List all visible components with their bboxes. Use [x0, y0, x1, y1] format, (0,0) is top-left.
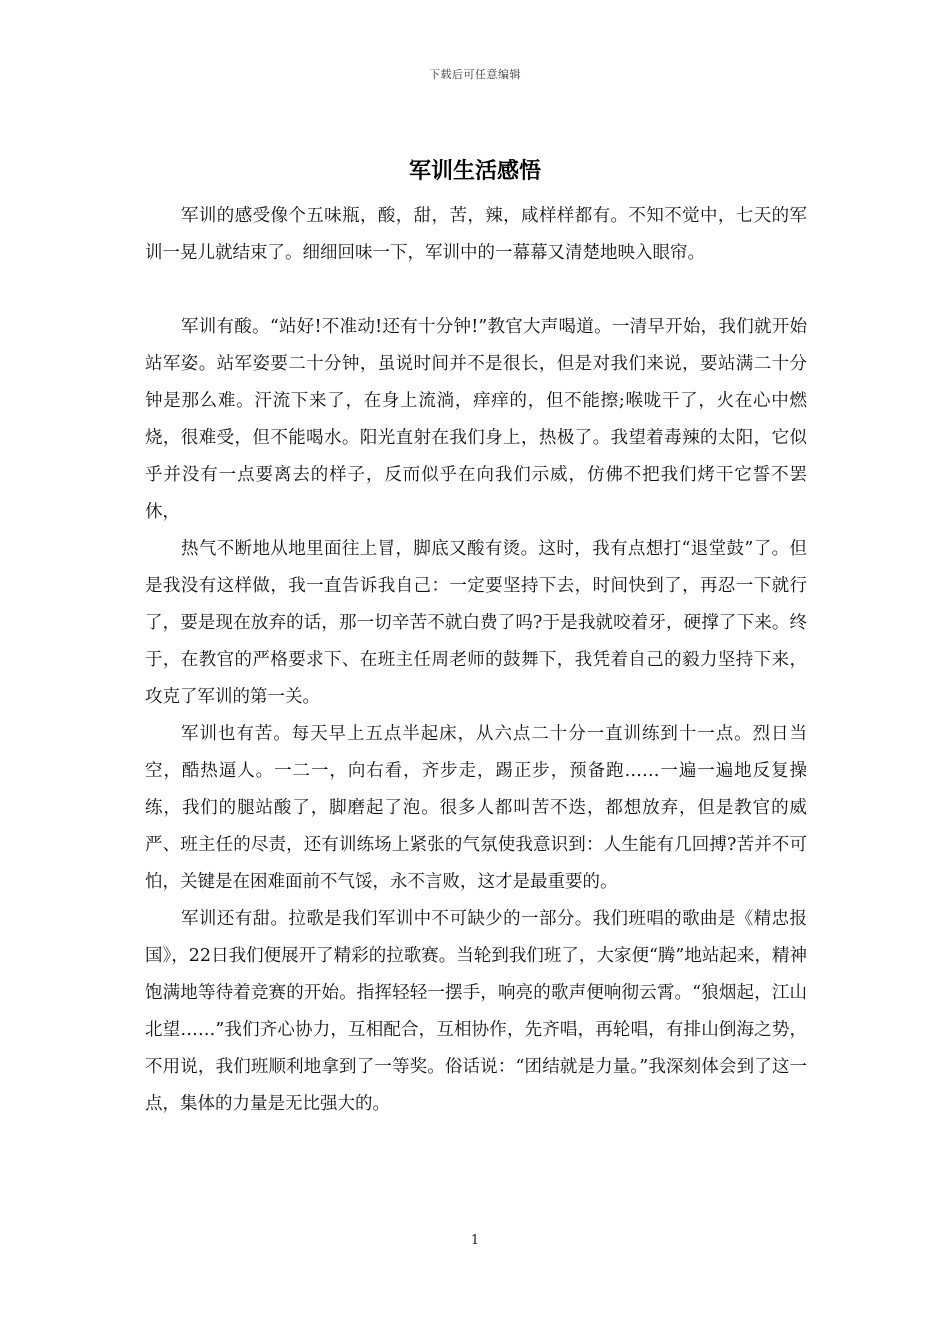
paragraph-bitter: 军训也有苦。每天早上五点半起床，从六点二十分一直训练到十一点。烈日当空，酷热逼人。一二一，向右看，齐步走，踢正步，预备跑……一遍一遍地反复操练，我们的腿站酸了，脚磨起了泡。很多人都叫苦不迭，都想放弃，但是教官的威严、班主任的尽责，还有训练场上紧张的气氛使我意识到：人生能有几回搏?苦并不可怕，关键是在困难面前不气馁，永不言败，这才是最重要的。	[145, 724, 807, 892]
page-header-note: 下载后可任意编辑	[429, 68, 521, 81]
paragraph-sweet: 军训还有甜。拉歌是我们军训中不可缺少的一部分。我们班唱的歌曲是《精忠报国》，22日我们便展开了精彩的拉歌赛。当轮到我们班了，大家便“腾”地站起来，精神饱满地等待着竞赛的开始。指挥轻轻一摆手，响亮的歌声便响彻云霄。“狼烟起，江山北望……”我们齐心协力，互相配合，互相协作，先齐唱，再轮唱，有排山倒海之势，不用说，我们班顺利地拿到了一等奖。俗话说：“团结就是力量。”我深刻体会到了这一点，集体的力量是无比强大的。	[145, 909, 807, 1114]
page-number: 1	[470, 1233, 480, 1248]
document-title: 军训生活感悟	[408, 159, 541, 184]
paragraph-perseverance: 热气不断地从地里面往上冒，脚底又酸有烫。这时，我有点想打“退堂鼓”了。但是我没有这样做，我一直告诉我自己：一定要坚持下去，时间快到了，再忍一下就行了，要是现在放弃的话，那一切辛苦不就白费了吗?于是我就咬着牙，硬撑了下来。终于，在教官的严格要求下、在班主任周老师的鼓舞下，我凭着自己的毅力坚持下来，攻克了军训的第一关。	[145, 539, 807, 707]
document-body	[145, 198, 807, 1123]
paragraph-sour: 军训有酸。“站好!不准动!还有十分钟!”教官大声喝道。一清早开始，我们就开始站军姿。站军姿要二十分钟，虽说时间并不是很长，但是对我们来说，要站满二十分钟是那么难。汗流下来了，在身上流淌，痒痒的，但不能擦;喉咙干了，火在心中燃烧，很难受，但不能喝水。阳光直射在我们身上，热极了。我望着毒辣的太阳，它似乎并没有一点要离去的样子，反而似乎在向我们示威，仿佛不把我们烤干它誓不罢休，	[145, 317, 807, 522]
paragraph-intro: 军训的感受像个五味瓶，酸，甜，苦，辣，咸样样都有。不知不觉中，七天的军训一晃儿就结束了。细细回味一下，军训中的一幕幕又清楚地映入眼帘。	[145, 206, 807, 263]
